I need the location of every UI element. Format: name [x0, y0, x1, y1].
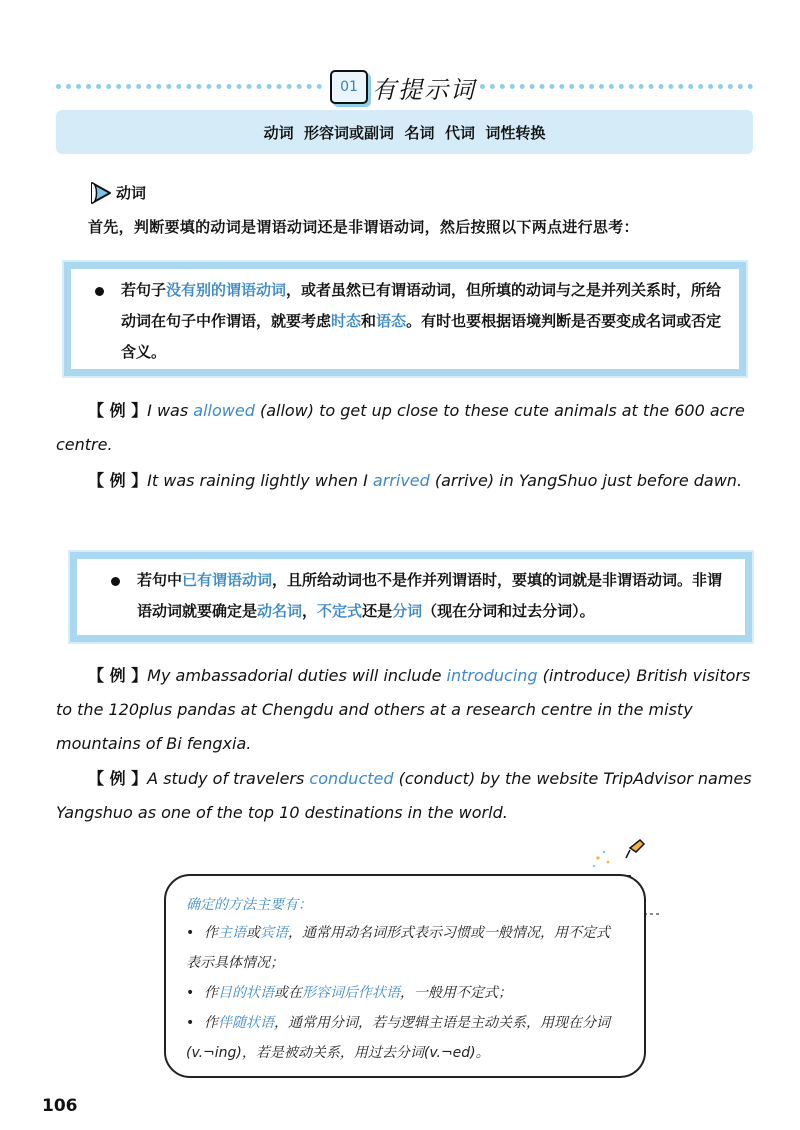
header-dotted-rule-left — [56, 84, 322, 89]
example-1-answer: allowed — [193, 401, 255, 420]
tip-item-3: • 作伴随状语，通常用分词，若与逻辑主语是主动关系，用现在分词(v.¬ing)，若是被动关系，用过去分词(v.¬ed)。 — [186, 1015, 610, 1061]
tip-item-1: • 作主语或宾语，通常用动名词形式表示习惯或一般情况，用不定式表示具体情况； — [186, 925, 610, 971]
highlight-no-predicate: 没有别的谓语动词 — [166, 281, 287, 299]
highlight-has-predicate: 已有谓语动词 — [182, 571, 273, 589]
example-2: 【 例 】It was raining lightly when I arrived (arrive) in YangShuo just before dawn. — [88, 471, 743, 490]
play-icon — [88, 180, 114, 206]
rule-box-2-text: 若句中已有谓语动词，且所给动词也不是作并列谓语时，要填的词就是非谓语动词。非谓语动词就要确定是动名词，不定式还是分词（现在分词和过去分词）。 — [137, 571, 723, 620]
example-3: 【 例 】My ambassadorial duties will include introducing (introduce) British visitors to the 120plus pandas at Chengdu and others at a research centre in the misty mountains of Bi fengxia. — [56, 666, 751, 753]
tip-box — [164, 874, 646, 1078]
page-number: 106 — [42, 1096, 78, 1116]
highlight-infinitive: 不定式 — [317, 602, 363, 620]
example-2-answer: arrived — [372, 471, 430, 490]
header-dotted-rule-right — [480, 84, 753, 89]
rule-box-2 — [70, 552, 752, 642]
verb-intro: 首先，判断要填的动词是谓语动词还是非谓语动词，然后按照以下两点进行思考： — [88, 218, 639, 236]
highlight-participle: 分词 — [392, 602, 423, 620]
section-title: 有提示词 — [372, 76, 476, 104]
example-3-answer: introducing — [446, 666, 538, 685]
topic-band — [56, 110, 753, 154]
highlight-voice: 语态 — [376, 312, 407, 330]
bullet-dot — [95, 287, 104, 296]
topic-list: 动词 形容词或副词 名词 代词 词性转换 — [263, 123, 546, 142]
tip-title: 确定的方法主要有： — [186, 897, 312, 913]
rule-box-1 — [64, 262, 746, 376]
example-4: 【 例 】A study of travelers conducted (conduct) by the website TripAdvisor names Yangshuo as one of the top 10 destinations in the world. — [56, 769, 752, 822]
example-1: 【 例 】I was allowed (allow) to get up close to these cute animals at the 600 acre centre. — [56, 401, 745, 454]
example-4-answer: conducted — [309, 769, 394, 788]
tip-item-2: • 作目的状语或在形容词后作状语，一般用不定式； — [186, 985, 512, 1001]
highlight-gerund: 动名词 — [257, 602, 303, 620]
section-number-badge: 01 — [330, 70, 368, 104]
highlight-tense: 时态 — [331, 312, 362, 330]
rule-box-1-text: 若句子没有别的谓语动词，或者虽然已有谓语动词，但所填的动词与之是并列关系时，所给动词在句子中作谓语，就要考虑时态和语态。有时也要根据语境判断是否要变成名词或否定含义。 — [121, 281, 722, 361]
verb-heading: 动词 — [116, 184, 147, 202]
bullet-dot — [111, 577, 120, 586]
